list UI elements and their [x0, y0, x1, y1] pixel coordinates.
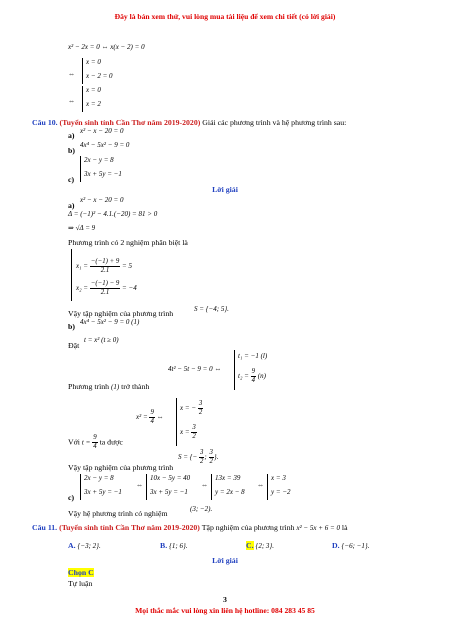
top-equation: x² − 2x = 0 ⇔ x(x − 2) = 0 — [68, 43, 145, 51]
option-letter: A. — [68, 541, 76, 550]
question-label: Câu 11. — [32, 523, 58, 532]
system-solution: (3; −2). — [190, 505, 213, 513]
root-2-lhs: x₂ = — [76, 284, 89, 293]
x-negative-fraction — [198, 400, 203, 417]
system-line: 3x + 5y = −1 — [84, 170, 122, 178]
fraction-denominator: 2.1 — [100, 267, 110, 274]
t-root-2-fraction — [251, 368, 256, 385]
system-line: 3x + 5y = −1 — [150, 488, 188, 496]
root-2-fraction — [90, 280, 120, 297]
option-d[interactable] — [332, 541, 369, 551]
answer-choice: Chọn C — [68, 568, 94, 577]
delta-line: Δ = (−1)² − 4.1.(−20) = 81 > 0 — [68, 210, 158, 218]
system-line: 3x + 5y = −1 — [84, 488, 122, 496]
fraction-numerator: 3 — [192, 424, 196, 431]
set-separator: ; — [204, 453, 207, 462]
equation: x² − x − 20 = 0 — [80, 196, 124, 204]
t-root-2-lhs: t₂ = — [238, 372, 249, 381]
question-equation: x² − 5x + 6 = 0 — [296, 524, 340, 532]
option-c[interactable] — [246, 541, 274, 551]
system-solution-text: Vậy hệ phương trình có nghiệm — [68, 509, 168, 518]
solution-set-text: Vậy tập nghiệm của phương trình — [68, 309, 174, 318]
with-tail: ta được — [99, 437, 123, 447]
system-brace — [146, 474, 147, 500]
fraction-denominator: 4 — [150, 418, 154, 425]
system-line: y = −2 — [271, 488, 291, 496]
system-line: 13x = 39 — [215, 474, 241, 482]
x-negative-lhs: x = − — [180, 404, 197, 413]
fraction-numerator: 9 — [93, 434, 97, 441]
essay-label: Tự luận — [68, 579, 93, 588]
x-positive-fraction — [191, 424, 196, 441]
part-label: c) — [68, 175, 75, 184]
equiv-sign: ⇔ — [68, 70, 75, 78]
option-letter: B. — [160, 541, 168, 550]
part-label: b) — [68, 322, 75, 331]
question-source: (Tuyển sinh tỉnh Cần Thơ năm 2019-2020) — [59, 118, 201, 127]
fraction-numerator: 3 — [209, 449, 213, 456]
quadratic-in-t: 4t² − 5t − 9 = 0 ⇔ — [168, 365, 222, 373]
question-prompt: Giải các phương trình và hệ phương trình sau: — [202, 118, 347, 127]
system-line: x = 3 — [271, 474, 286, 482]
equiv-sign: ⇔ — [68, 97, 75, 105]
x-brace — [176, 398, 177, 446]
fraction-numerator: −(−1) − 9 — [90, 280, 120, 287]
fraction-denominator: 2 — [192, 433, 196, 440]
with-t-lhs: t = — [81, 438, 91, 447]
substitution: t = x² (t ≥ 0) — [84, 336, 119, 344]
fraction-denominator: 4 — [93, 443, 97, 450]
equiv-sign: ⇔ — [136, 481, 143, 489]
system-brace — [82, 86, 83, 112]
fraction-denominator: 2 — [200, 458, 204, 465]
fraction-denominator: 2 — [209, 458, 213, 465]
fraction-denominator: 2 — [198, 409, 203, 416]
with-line — [68, 434, 123, 451]
option-letter: D. — [332, 541, 340, 550]
root-1-lhs: x₁ = — [76, 262, 89, 271]
x-positive-lhs: x = — [180, 428, 190, 437]
question-label: Câu 10. — [32, 118, 58, 127]
roots-intro: Phương trình có 2 nghiệm phân biệt là — [68, 238, 188, 247]
solution-title: Lời giải — [212, 185, 238, 194]
x-squared — [136, 409, 164, 426]
option-value: {−3; 2}. — [77, 542, 101, 550]
page-footer: Mọi thắc mắc vui lòng xin liên hệ hotline: 084 283 45 85 — [135, 606, 315, 615]
option-a[interactable] — [68, 541, 101, 551]
t-root-2-note: (n) — [257, 372, 266, 381]
system-brace — [211, 474, 212, 500]
equiv-sign: ⇔ — [257, 481, 264, 489]
question-prompt: Tập nghiệm của phương trình — [201, 523, 295, 532]
t-brace — [234, 350, 235, 390]
x-squared-fraction — [149, 409, 154, 426]
page-header: Đây là bản xem thử, vui lòng mua tài liệu để xem chi tiết (có lời giải) — [114, 12, 336, 21]
system-brace — [267, 474, 268, 500]
option-value: {1; 6}. — [169, 542, 188, 550]
part-label: c) — [68, 493, 75, 502]
t-root-1: t₁ = −1 (l) — [238, 352, 268, 360]
becomes-tail: trở thành — [121, 382, 150, 391]
system-line: 2x − y = 8 — [84, 474, 114, 482]
solution-set-b-text: Vậy tập nghiệm của phương trình — [68, 463, 174, 472]
becomes-text: Phương trình — [68, 382, 110, 391]
question-11-heading — [32, 523, 348, 533]
root-1 — [76, 258, 132, 275]
root-2 — [76, 280, 137, 297]
equiv-sign: ⇔ — [156, 413, 164, 422]
system-line: y = 2x − 8 — [215, 488, 245, 496]
fraction-numerator: 9 — [251, 368, 256, 375]
set-close: }. — [213, 453, 219, 462]
system-line: x = 0 — [86, 58, 101, 66]
root-1-fraction — [90, 258, 120, 275]
equation: 4x⁴ − 5x² − 9 = 0 (1) — [80, 318, 140, 326]
with-t-fraction — [92, 434, 97, 451]
t-root-2 — [238, 368, 266, 385]
question-tail: là — [341, 523, 348, 532]
system-brace — [82, 58, 83, 84]
part-label: a) — [68, 131, 75, 140]
substitution-text: Đặt — [68, 341, 80, 350]
fraction-numerator: 3 — [200, 449, 204, 456]
sqrt-delta-line: ⇒ √Δ = 9 — [68, 224, 96, 232]
option-value: {2; 3}. — [255, 542, 274, 550]
x-squared-lhs: x² = — [136, 413, 148, 422]
system-line: 10x − 5y = 40 — [150, 474, 191, 482]
x-positive — [180, 424, 197, 441]
part-label: a) — [68, 201, 75, 210]
fraction-numerator: 9 — [150, 409, 154, 416]
system-line: x − 2 = 0 — [86, 72, 113, 80]
fraction-denominator: 2.1 — [100, 289, 110, 296]
system-brace — [80, 474, 81, 500]
option-b[interactable] — [160, 541, 188, 551]
equation: 4x⁴ − 5x² − 9 = 0 — [80, 141, 130, 149]
system-brace — [80, 156, 81, 182]
page-number: 3 — [223, 595, 227, 604]
fraction-denominator: 4 — [251, 377, 256, 384]
question-10-heading — [32, 118, 346, 127]
solution-set-b — [178, 449, 218, 466]
part-label: b) — [68, 146, 75, 155]
x-negative — [180, 400, 203, 417]
system-line: x = 2 — [86, 100, 101, 108]
system-line: 2x − y = 8 — [84, 156, 114, 164]
option-value: {−6; −1}. — [341, 542, 370, 550]
equiv-sign: ⇔ — [201, 481, 208, 489]
root-2-result: = −4 — [122, 284, 137, 293]
solution-set: S = {−4; 5}. — [194, 305, 229, 313]
with-text: Với — [68, 437, 80, 447]
equation-ref: (1) — [111, 383, 120, 391]
question-source: (Tuyển sinh tỉnh Cần Thơ năm 2019-2020) — [59, 523, 200, 532]
root-1-result: = 5 — [122, 262, 132, 271]
becomes-line — [68, 382, 149, 392]
option-letter: C. — [246, 541, 254, 550]
solution-title: Lời giải — [212, 556, 238, 565]
fraction-numerator: 3 — [198, 400, 203, 407]
fraction-numerator: −(−1) + 9 — [90, 258, 120, 265]
system-line: x = 0 — [86, 86, 101, 94]
roots-brace — [71, 249, 72, 301]
equation: x² − x − 20 = 0 — [80, 127, 124, 135]
set-open: S = {− — [178, 453, 198, 462]
